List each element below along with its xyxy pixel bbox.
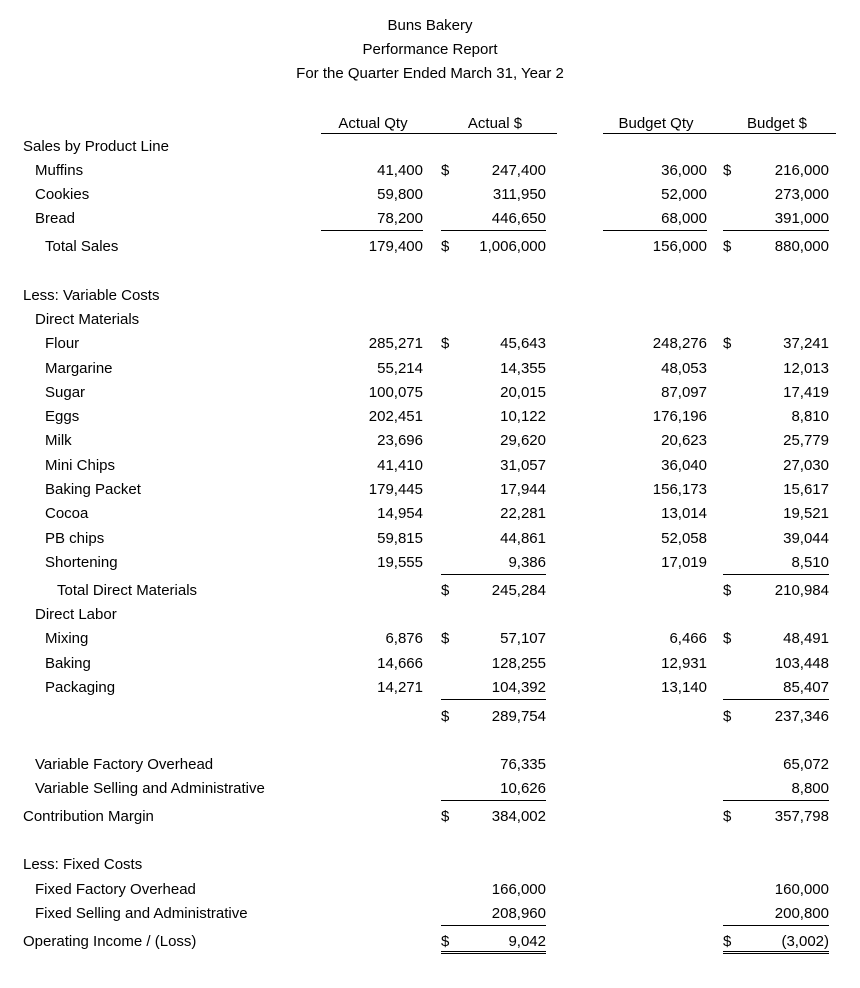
underline-rule [723,800,829,801]
budget-amount-cell: 39,044 [783,530,829,547]
actual-qty-cell: 6,876 [385,630,423,647]
actual-amount-cell: 208,960 [491,905,546,922]
budget-amount-cell: 37,241 [783,335,829,352]
budget-amount-cell: 200,800 [774,905,829,922]
actual-amount-cell: 20,015 [500,384,546,401]
header-budget-qty: Budget Qty [618,115,694,132]
row-label: Less: Fixed Costs [23,856,143,873]
budget-qty-cell: 13,140 [661,679,707,696]
budget-amount-cell: 27,030 [783,457,829,474]
budget-amount-cell: 357,798 [774,808,829,825]
actual-amount-cell: 22,281 [500,505,546,522]
actual-amount-cell: 247,400 [491,162,546,179]
budget-amount-cell: 273,000 [774,186,829,203]
actual-amount-cell: 166,000 [491,881,546,898]
budget-amount-cell: 237,346 [774,708,829,725]
actual-amount-cell: 104,392 [491,679,546,696]
budget-amount-cell: 48,491 [783,630,829,647]
budget-qty-cell: 52,000 [661,186,707,203]
budget-amount-cell: (3,002) [781,933,829,950]
budget-dollar-sign: $ [723,933,732,950]
budget-amount-cell: 65,072 [783,756,829,773]
budget-qty-cell: 52,058 [661,530,707,547]
row-label: Fixed Factory Overhead [35,881,196,898]
actual-amount-cell: 1,006,000 [479,238,546,255]
actual-qty-cell: 41,400 [377,162,423,179]
row-label: PB chips [45,530,105,547]
actual-dollar-sign: $ [441,708,450,725]
actual-amount-cell: 45,643 [500,335,546,352]
budget-dollar-sign: $ [723,162,732,179]
actual-qty-cell: 14,271 [377,679,423,696]
header-underline-budget [603,133,836,134]
actual-amount-cell: 44,861 [500,530,546,547]
budget-qty-cell: 12,931 [661,655,707,672]
actual-dollar-sign: $ [441,238,450,255]
actual-amount-cell: 10,122 [500,408,546,425]
actual-amount-cell: 289,754 [491,708,546,725]
row-label: Milk [45,432,72,449]
row-label: Operating Income / (Loss) [23,933,197,950]
actual-amount-cell: 14,355 [500,360,546,377]
row-label: Margarine [45,360,113,377]
actual-dollar-sign: $ [441,335,450,352]
actual-qty-cell: 14,666 [377,655,423,672]
actual-amount-cell: 446,650 [491,210,546,227]
actual-amount-cell: 31,057 [500,457,546,474]
row-label: Sales by Product Line [23,138,169,155]
actual-dollar-sign: $ [441,162,450,179]
actual-qty-cell: 14,954 [377,505,423,522]
row-label: Packaging [45,679,116,696]
actual-qty-cell: 59,800 [377,186,423,203]
budget-dollar-sign: $ [723,238,732,255]
underline-rule [321,230,423,231]
underline-rule [441,574,546,575]
underline-rule [723,925,829,926]
header-actual-qty: Actual Qty [338,115,408,132]
report-period: For the Quarter Ended March 31, Year 2 [296,65,564,82]
underline-rule [441,800,546,801]
budget-qty-cell: 20,623 [661,432,707,449]
row-label: Variable Factory Overhead [35,756,214,773]
budget-qty-cell: 87,097 [661,384,707,401]
row-label: Muffins [35,162,84,179]
actual-amount-cell: 9,042 [508,933,546,950]
budget-qty-cell: 176,196 [652,408,707,425]
budget-dollar-sign: $ [723,335,732,352]
header-underline-actual [321,133,557,134]
actual-amount-cell: 29,620 [500,432,546,449]
actual-qty-cell: 23,696 [377,432,423,449]
actual-amount-cell: 76,335 [500,756,546,773]
actual-qty-cell: 78,200 [377,210,423,227]
actual-qty-cell: 19,555 [377,554,423,571]
underline-rule [441,699,546,700]
budget-qty-cell: 36,000 [661,162,707,179]
underline-rule [723,574,829,575]
budget-dollar-sign: $ [723,630,732,647]
actual-amount-cell: 10,626 [500,780,546,797]
row-label: Direct Labor [35,606,117,623]
actual-amount-cell: 128,255 [491,655,546,672]
row-label: Baking Packet [45,481,141,498]
row-label: Total Sales [45,238,119,255]
budget-dollar-sign: $ [723,708,732,725]
row-label: Eggs [45,408,80,425]
row-label: Sugar [45,384,86,401]
underline-rule [603,230,707,231]
budget-amount-cell: 8,800 [791,780,829,797]
budget-dollar-sign: $ [723,808,732,825]
budget-amount-cell: 8,510 [791,554,829,571]
row-label: Cookies [35,186,90,203]
budget-amount-cell: 8,810 [791,408,829,425]
row-label: Bread [35,210,76,227]
double-underline-rule [441,951,546,954]
actual-qty-cell: 179,445 [368,481,423,498]
budget-amount-cell: 15,617 [783,481,829,498]
budget-qty-cell: 13,014 [661,505,707,522]
row-label: Mixing [45,630,89,647]
header-actual-amount: Actual $ [467,115,523,132]
budget-qty-cell: 156,000 [652,238,707,255]
row-label: Variable Selling and Administrative [35,780,265,797]
row-label: Contribution Margin [23,808,154,825]
budget-qty-cell: 36,040 [661,457,707,474]
row-label: Shortening [45,554,118,571]
budget-amount-cell: 103,448 [774,655,829,672]
actual-qty-cell: 55,214 [377,360,423,377]
budget-amount-cell: 85,407 [783,679,829,696]
actual-amount-cell: 17,944 [500,481,546,498]
budget-amount-cell: 216,000 [774,162,829,179]
row-label: Total Direct Materials [57,582,198,599]
double-underline-rule [723,951,829,954]
company-name: Buns Bakery [387,17,473,34]
actual-qty-cell: 100,075 [368,384,423,401]
budget-amount-cell: 391,000 [774,210,829,227]
actual-dollar-sign: $ [441,582,450,599]
budget-qty-cell: 248,276 [652,335,707,352]
actual-amount-cell: 245,284 [491,582,546,599]
actual-qty-cell: 202,451 [368,408,423,425]
actual-dollar-sign: $ [441,933,450,950]
row-label: Less: Variable Costs [23,287,160,304]
actual-qty-cell: 285,271 [368,335,423,352]
row-label: Fixed Selling and Administrative [35,905,248,922]
budget-qty-cell: 156,173 [652,481,707,498]
underline-rule [441,925,546,926]
actual-amount-cell: 9,386 [508,554,546,571]
budget-amount-cell: 17,419 [783,384,829,401]
budget-amount-cell: 880,000 [774,238,829,255]
row-label: Baking [45,655,91,672]
budget-amount-cell: 160,000 [774,881,829,898]
actual-qty-cell: 41,410 [377,457,423,474]
actual-qty-cell: 179,400 [368,238,423,255]
row-label: Flour [45,335,80,352]
actual-dollar-sign: $ [441,808,450,825]
budget-amount-cell: 25,779 [783,432,829,449]
actual-amount-cell: 384,002 [491,808,546,825]
underline-rule [441,230,546,231]
underline-rule [723,230,829,231]
budget-amount-cell: 210,984 [774,582,829,599]
row-label: Cocoa [45,505,89,522]
row-label: Mini Chips [45,457,116,474]
budget-amount-cell: 12,013 [783,360,829,377]
underline-rule [723,699,829,700]
actual-qty-cell: 59,815 [377,530,423,547]
budget-qty-cell: 6,466 [669,630,707,647]
budget-qty-cell: 17,019 [661,554,707,571]
budget-qty-cell: 48,053 [661,360,707,377]
report-title: Performance Report [362,41,498,58]
actual-amount-cell: 311,950 [492,186,546,203]
actual-dollar-sign: $ [441,630,450,647]
header-budget-amount: Budget $ [746,115,808,132]
budget-dollar-sign: $ [723,582,732,599]
actual-amount-cell: 57,107 [500,630,546,647]
budget-amount-cell: 19,521 [783,505,829,522]
budget-qty-cell: 68,000 [661,210,707,227]
row-label: Direct Materials [35,311,140,328]
